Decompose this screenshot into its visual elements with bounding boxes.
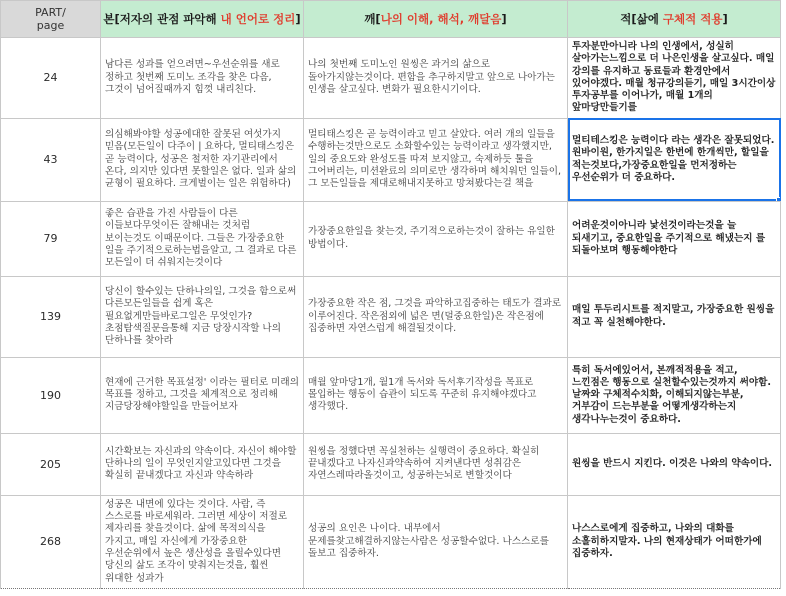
kkae-cell[interactable] <box>304 38 568 119</box>
jeok-cell[interactable] <box>568 276 781 357</box>
kkae-text: 원씽을 정했다면 꼭실천하는 실행력이 중요하다. 확실히 끝내겠다고 나자신과약속하여 지켜낸다면 성취감은 자연스레따라올것이고, 성공하는뇌로 변할것이다 <box>308 445 540 482</box>
jeok-text: 투자분만아니라 나의 인생에서, 성실히 살아가는느낌으로 더 나은인생을 살고싶다. 매일 강의를 유지하고 동료들과 환경안에서 있어야겠다. 매월 청규강의듣기, 매일 3시간이상 투자공부를 이어나가, 매월 1개의 앞마당만들기를 <box>572 41 776 114</box>
jeok-text: 특히 독서에있어서, 본깨적적용을 적고, 느낀점은 행동으로 실천할수있는것까지 써야함. 날짜와 구체적수치화, 이해되지않는부분, 거부감이 드는부분을 어떻게생각하는지 생각나누는것이 중요하다. <box>572 364 772 425</box>
kkae-text: 멀티태스킹은 곧 능력이라고 믿고 살았다. 여러 개의 일들을 수행하는것만으로도 소화할수있는 능력이라고 생각했지만, 일의 중요도와 완성도를 따져 보지않고, 숙제하듯 툴을 그어버리는, 미션완료의 의미로만 생각하며 해치워던 일들이, 그 모든일들을 제대로해내지못하고 망쳐봤다는걸 책을 <box>308 129 562 190</box>
jeok-cell[interactable] <box>568 201 781 276</box>
kkae-cell[interactable] <box>304 201 568 276</box>
bon-cell[interactable] <box>101 38 304 119</box>
page-cell[interactable]: 24 <box>1 38 101 119</box>
header-jeok[interactable] <box>568 1 781 38</box>
bon-cell[interactable] <box>101 276 304 357</box>
table-row <box>1 357 781 433</box>
bon-text: 성공은 내면에 있다는 것이다. 사람, 즉 스스로를 바로세워라. 그러면 세상이 저절로 제자리를 찾을것이다. 삶에 목적의식을 가지고, 매일 자신에게 가장중요한 우선순위에서 높은 생산성을 올릴수있다면 당신의 삶도 조각이 맞춰지는것을, 훨씬 위대한 성과가 <box>105 498 288 584</box>
bon-cell[interactable] <box>101 495 304 588</box>
table-row <box>1 201 781 276</box>
page-cell[interactable]: 139 <box>1 276 101 357</box>
table-row <box>1 433 781 495</box>
kkae-text: 가장중요한 작은 점, 그것을 파악하고집중하는 태도가 결과로 이루어진다. 작은점외에 넓은 면(덜중요한일)은 작은점에 집중하면 자연스럽게 해결될것이다. <box>308 298 562 334</box>
header-part-page[interactable] <box>1 1 101 38</box>
header-kkae-highlight: 나의 이해, 해석, 깨달음 <box>380 12 502 26</box>
jeok-cell[interactable] <box>568 433 781 495</box>
page-cell[interactable]: 190 <box>1 357 101 433</box>
bon-text: 당신이 할수있는 단하나의일, 그것을 함으로써 다른모든일들을 쉽게 혹은 필요없게만들바로그일은 무엇인가? 초점탐색질문을통해 지금 당장시작할 나의 단하나를 찾아라 <box>105 286 297 347</box>
page-cell[interactable]: 205 <box>1 433 101 495</box>
jeok-text: 어려운것이아니라 낯선것이라는것을 늘 되새기고, 중요한일을 주기적으로 해냈는지 를 되돌아보며 행동해야한다 <box>572 220 766 256</box>
header-jeok-suffix: ] <box>722 12 728 26</box>
page-cell[interactable]: 43 <box>1 118 101 201</box>
page-cell[interactable]: 79 <box>1 201 101 276</box>
header-row <box>1 1 781 38</box>
table-row <box>1 118 781 201</box>
jeok-cell[interactable] <box>568 357 781 433</box>
bon-text: 좋은 습관을 가진 사람들이 다른 이들보다무엇이든 잘해내는 것처럼 보이는것도 이때문이다. 그들은 가장중요한 일을 주기적으로하는법을알고, 그 결과로 다른 모든일이 더 쉬워지는것이다 <box>105 208 297 269</box>
kkae-text: 성공의 요인은 나이다. 내부에서 문제를찾고해결하지않는사람은 성공할수없다. 나스스로를 돌보고 집중하자. <box>308 523 549 559</box>
header-kkae[interactable] <box>304 1 568 38</box>
bon-cell[interactable] <box>101 201 304 276</box>
jeok-text: 원씽을 반드시 지킨다. 이것은 나와의 약속이다. <box>572 458 773 470</box>
header-kkae-suffix: ] <box>501 12 507 26</box>
kkae-text: 가장중요한일을 찾는것, 주기적으로하는것이 잘하는 유일한 방법이다. <box>308 226 555 250</box>
header-part-page-label: PART/ page <box>35 6 66 32</box>
header-jeok-highlight: 구체적 적용 <box>662 12 723 26</box>
page-cell[interactable]: 268 <box>1 495 101 588</box>
jeok-text: 매일 투두리시트를 적지말고, 가장중요한 원씽을 적고 꼭 실천해야한다. <box>572 304 775 328</box>
header-jeok-prefix: 적[삶에 <box>620 12 663 26</box>
bon-cell[interactable] <box>101 118 304 201</box>
jeok-cell[interactable] <box>568 495 781 588</box>
header-kkae-prefix: 깨[ <box>364 12 381 26</box>
kkae-cell[interactable] <box>304 276 568 357</box>
table-row <box>1 495 781 588</box>
bon-text: 현재에 근거한 목표설정' 이라는 필터로 미래의 목표를 정하고, 그것을 체계적으로 정리해 지금당장해야할일을 만들어보자 <box>105 376 299 413</box>
bon-cell[interactable] <box>101 433 304 495</box>
header-bon-suffix: ] <box>295 12 301 26</box>
jeok-text: 나스스로에게 집중하고, 나와의 대화를 소홀히하지말자. 나의 현재상태가 어떠한가에 집중하자. <box>572 523 762 559</box>
kkae-cell[interactable] <box>304 357 568 433</box>
kkae-cell[interactable] <box>304 495 568 588</box>
table-row <box>1 38 781 119</box>
fill-handle[interactable] <box>776 197 781 202</box>
bon-text: 시간확보는 자신과의 약속이다. 자신이 해야할 단하나의 일이 무엇인지알고있다면 그것을 확실히 끝내겠다고 자신과 약속하라 <box>105 445 297 482</box>
jeok-cell[interactable] <box>568 38 781 119</box>
jeok-cell-selected[interactable] <box>568 118 781 201</box>
kkae-text: 나의 첫번째 도미노인 원씽은 과거의 삶으로 돌아가지않는것이다. 편함을 추구하지말고 앞으로 나아가는 인생을 살고싶다. 변화가 필요한시기이다. <box>308 59 555 96</box>
bon-text: 의심해봐야할 성공에대한 잘못된 여섯가지 믿음(모든일이 다주이 | 요하다, 멀티태스킹은 곧 능력이다, 성공은 철저한 자기관리에서 온다, 의지만 있다면 못할일은 없다. 일과 삶의 균형이 필요하다. 크게벌이는 일은 위험하다) <box>105 129 297 190</box>
bon-cell[interactable] <box>101 357 304 433</box>
bon-text: 남다른 성과를 얻으려면~우선순위를 새로 정하고 첫번째 도미노 조각을 찾은 다음, 그것이 넘어질때까지 힘껏 내리친다. <box>105 59 280 96</box>
header-bon[interactable] <box>101 1 304 38</box>
jeok-text: 멀티테스킹은 능력이다 라는 생각은 잘못되었다. 원바이원, 한가지일은 한번에 한개씩만, 할일을 적는것보다,가장중요한일을 먼저정하는 우선순위가 더 중요하다. <box>572 135 775 184</box>
table-row <box>1 276 781 357</box>
kkae-cell[interactable] <box>304 433 568 495</box>
kkae-cell[interactable] <box>304 118 568 201</box>
header-bon-prefix: 본[저자의 관점 파악해 <box>103 12 221 26</box>
header-bon-highlight: 내 언어로 정리 <box>220 12 296 26</box>
kkae-text: 매월 앞마당1개, 월1개 독서와 독서후기작성을 목표로 몰입하는 행동이 습관이 되도록 꾸준히 유지해야겠다고 생각했다. <box>308 376 537 413</box>
